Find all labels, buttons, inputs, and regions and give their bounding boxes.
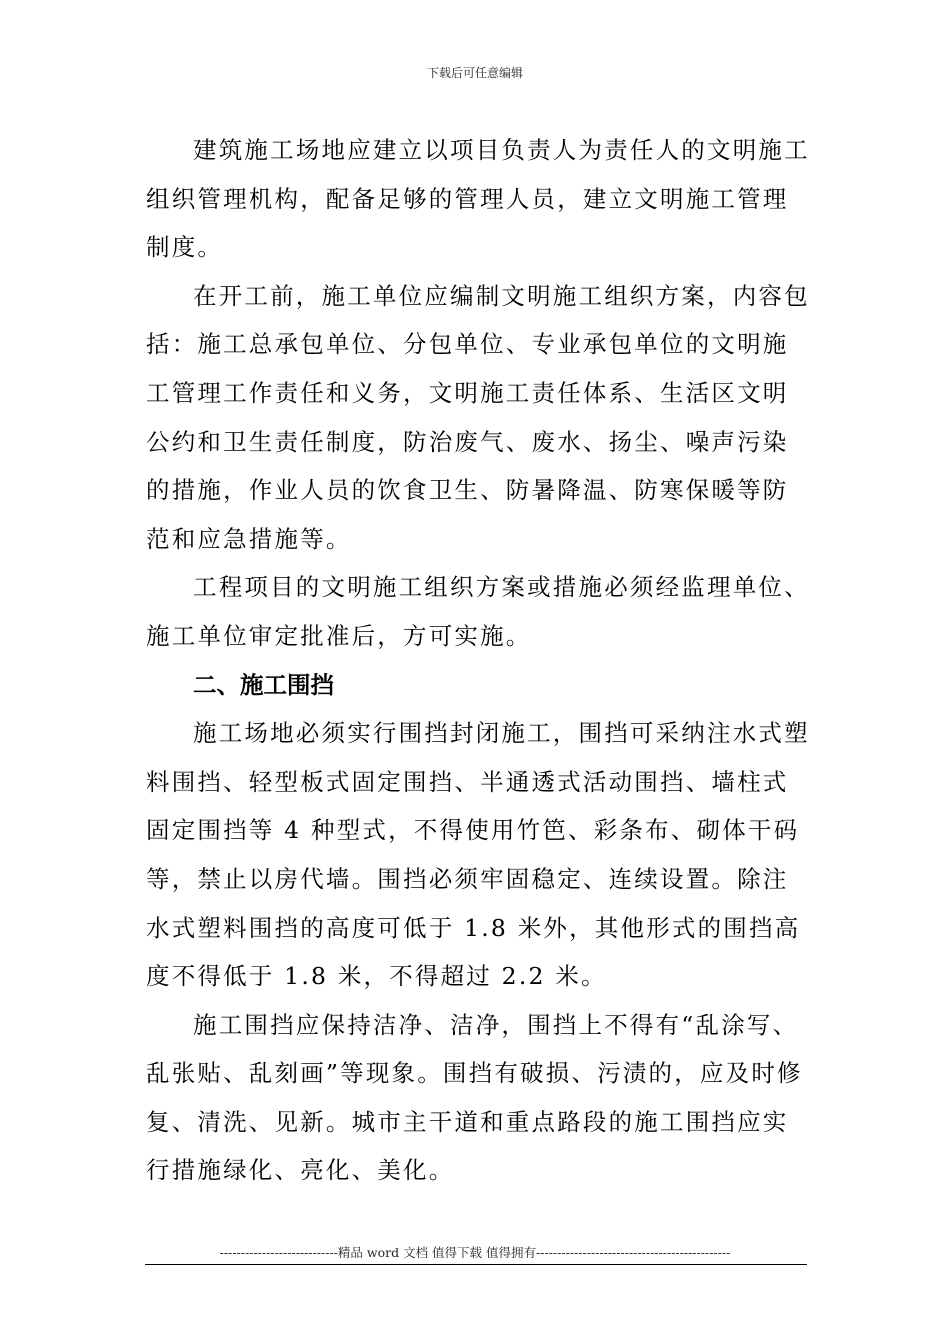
paragraph-management-organization: 建筑施工场地应建立以项目负责人为责任人的文明施工组织管理机构，配备足够的管理人员，建立文明施工管理制度。 [146, 136, 810, 262]
paragraph-civilized-construction-plan: 在开工前，施工单位应编制文明施工组织方案，内容包括：施工总承包单位、分包单位、专业承包单位的文明施工管理工作责任和义务，文明施工责任体系、生活区文明公约和卫生责任制度，防治废气、废水、扬尘、噪声污染的措施，作业人员的饮食卫生、防暑降温、防寒保暖等防范和应急措施等。 [146, 281, 810, 553]
paragraph-enclosure-maintenance: 施工围挡应保持洁净、洁净，围挡上不得有“乱涂写、乱张贴、乱刻画”等现象。围挡有破损、污渍的，应及时修复、清洗、见新。城市主干道和重点路段的施工围挡应实行措施绿化、亮化、美化。 [146, 1010, 803, 1185]
paragraph-enclosure-types: 施工场地必须实行围挡封闭施工，围挡可采纳注水式塑料围挡、轻型板式固定围挡、半通透式活动围挡、墙柱式固定围挡等 4 种型式，不得使用竹笆、彩条布、砌体干码等，禁止以房代墙。围挡必须牢固稳定、连续设置。除注水式塑料围挡的高度可低于 1.8 米外，其他形式的围挡高度不得低于 1.8 米，不得超过 2.2 米。 [146, 719, 810, 991]
page-footer: ----------------------------精品 word 文档 值得下载 值得拥有---------------------------------------------- [219, 1245, 731, 1260]
document-body [146, 126, 811, 1195]
paragraph-plan-approval: 工程项目的文明施工组织方案或措施必须经监理单位、施工单位审定批准后，方可实施。 [146, 573, 810, 650]
section-heading-enclosure: 二、施工围挡 [193, 670, 334, 699]
footer-divider [145, 1264, 807, 1265]
page-header: 下载后可任意编辑 [426, 66, 523, 80]
